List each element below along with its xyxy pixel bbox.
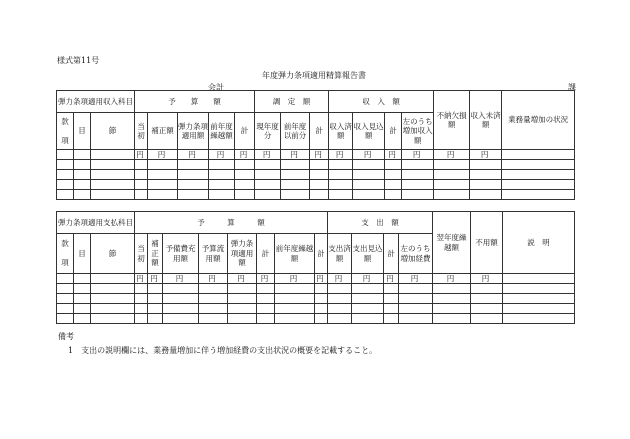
col-ryuyo: 予算流用額 — [199, 234, 228, 274]
col-hosei: 補正額 — [148, 234, 163, 274]
expense-budget-header: 予 算 額 — [135, 212, 328, 234]
col-zennenika: 前年度以前分 — [281, 113, 310, 150]
income-assessed-header: 調 定 額 — [255, 91, 329, 113]
col-zennen: 前年度繰越額 — [275, 234, 315, 274]
expense-row — [57, 294, 575, 304]
col-zoka: 左のうち増加収入額 — [402, 113, 434, 150]
col-yobi: 予備費充用額 — [163, 234, 199, 274]
expense-row — [57, 284, 575, 294]
col-kei: 計 — [257, 234, 275, 274]
income-row — [57, 180, 575, 190]
col-yokunen: 翌年度繰越額 — [433, 212, 471, 274]
col-setsumei: 説 明 — [503, 212, 575, 274]
col-setsu: 節 — [91, 234, 135, 274]
col-tousho: 当初 — [135, 234, 148, 274]
income-budget-header: 予 算 額 — [135, 91, 255, 113]
expense-spent-header: 支 出 額 — [328, 212, 433, 234]
col-kei: 計 — [235, 113, 255, 150]
col-gennendo: 現年度分 — [255, 113, 281, 150]
col-kan-kou: 款 項 — [57, 234, 74, 274]
expense-unit-row: 円 円 円 円 円 円 円 円 円 円 円 円 円 円 — [57, 274, 575, 284]
page-title: 年度弾力条項適用精算報告書 — [262, 71, 366, 80]
col-mizumi: 収入未済額 — [470, 91, 502, 150]
income-row — [57, 190, 575, 200]
section-label: 課 — [568, 83, 576, 92]
col-kei: 計 — [315, 234, 328, 274]
col-gyomu: 業務量増加の状況 — [502, 91, 575, 150]
col-funou: 不納欠損額 — [434, 91, 470, 150]
expense-table — [56, 211, 575, 324]
note-1: 1 支出の説明欄には、業務量増加に伴う増加経費の支出状況の概要を記載すること。 — [68, 346, 378, 355]
income-received-header: 収 入 額 — [329, 91, 434, 113]
col-kei: 計 — [310, 113, 329, 150]
col-kan-kou: 款 項 — [57, 113, 74, 150]
notes-heading: 備考 — [58, 332, 74, 341]
expense-row — [57, 314, 575, 324]
expense-category-header: 弾力条項適用支払科目 — [57, 212, 135, 234]
col-kei: 計 — [385, 113, 402, 150]
col-hosei: 補正額 — [148, 113, 178, 150]
income-unit-row: 円 円 円 円 円 円 円 円 円 円 円 円 円 円 — [57, 150, 575, 160]
income-table — [56, 90, 575, 200]
col-mikomi: 支出見込額 — [352, 234, 384, 274]
col-mikomi: 収入見込額 — [353, 113, 385, 150]
col-shishutsuzumi: 支出済額 — [328, 234, 352, 274]
col-dantekiyo: 弾力条項適用額 — [178, 113, 209, 150]
col-zennen: 前年度繰越額 — [209, 113, 235, 150]
col-kei: 計 — [384, 234, 399, 274]
col-moku: 目 — [74, 234, 91, 274]
income-row — [57, 160, 575, 170]
col-dantekiyo: 弾力条項適用額 — [228, 234, 257, 274]
col-shunyuzumi: 収入済額 — [329, 113, 353, 150]
expense-row — [57, 304, 575, 314]
form-number: 様式第11号 — [57, 56, 100, 65]
col-setsu: 節 — [91, 113, 135, 150]
col-moku: 目 — [74, 113, 91, 150]
account-label: 会計 — [208, 83, 224, 92]
income-category-header: 弾力条項適用収入科目 — [57, 91, 135, 113]
col-fuyou: 不用額 — [471, 212, 503, 274]
col-zoka: 左のうち増加経費 — [399, 234, 433, 274]
col-tousho: 当初 — [135, 113, 148, 150]
income-row — [57, 170, 575, 180]
